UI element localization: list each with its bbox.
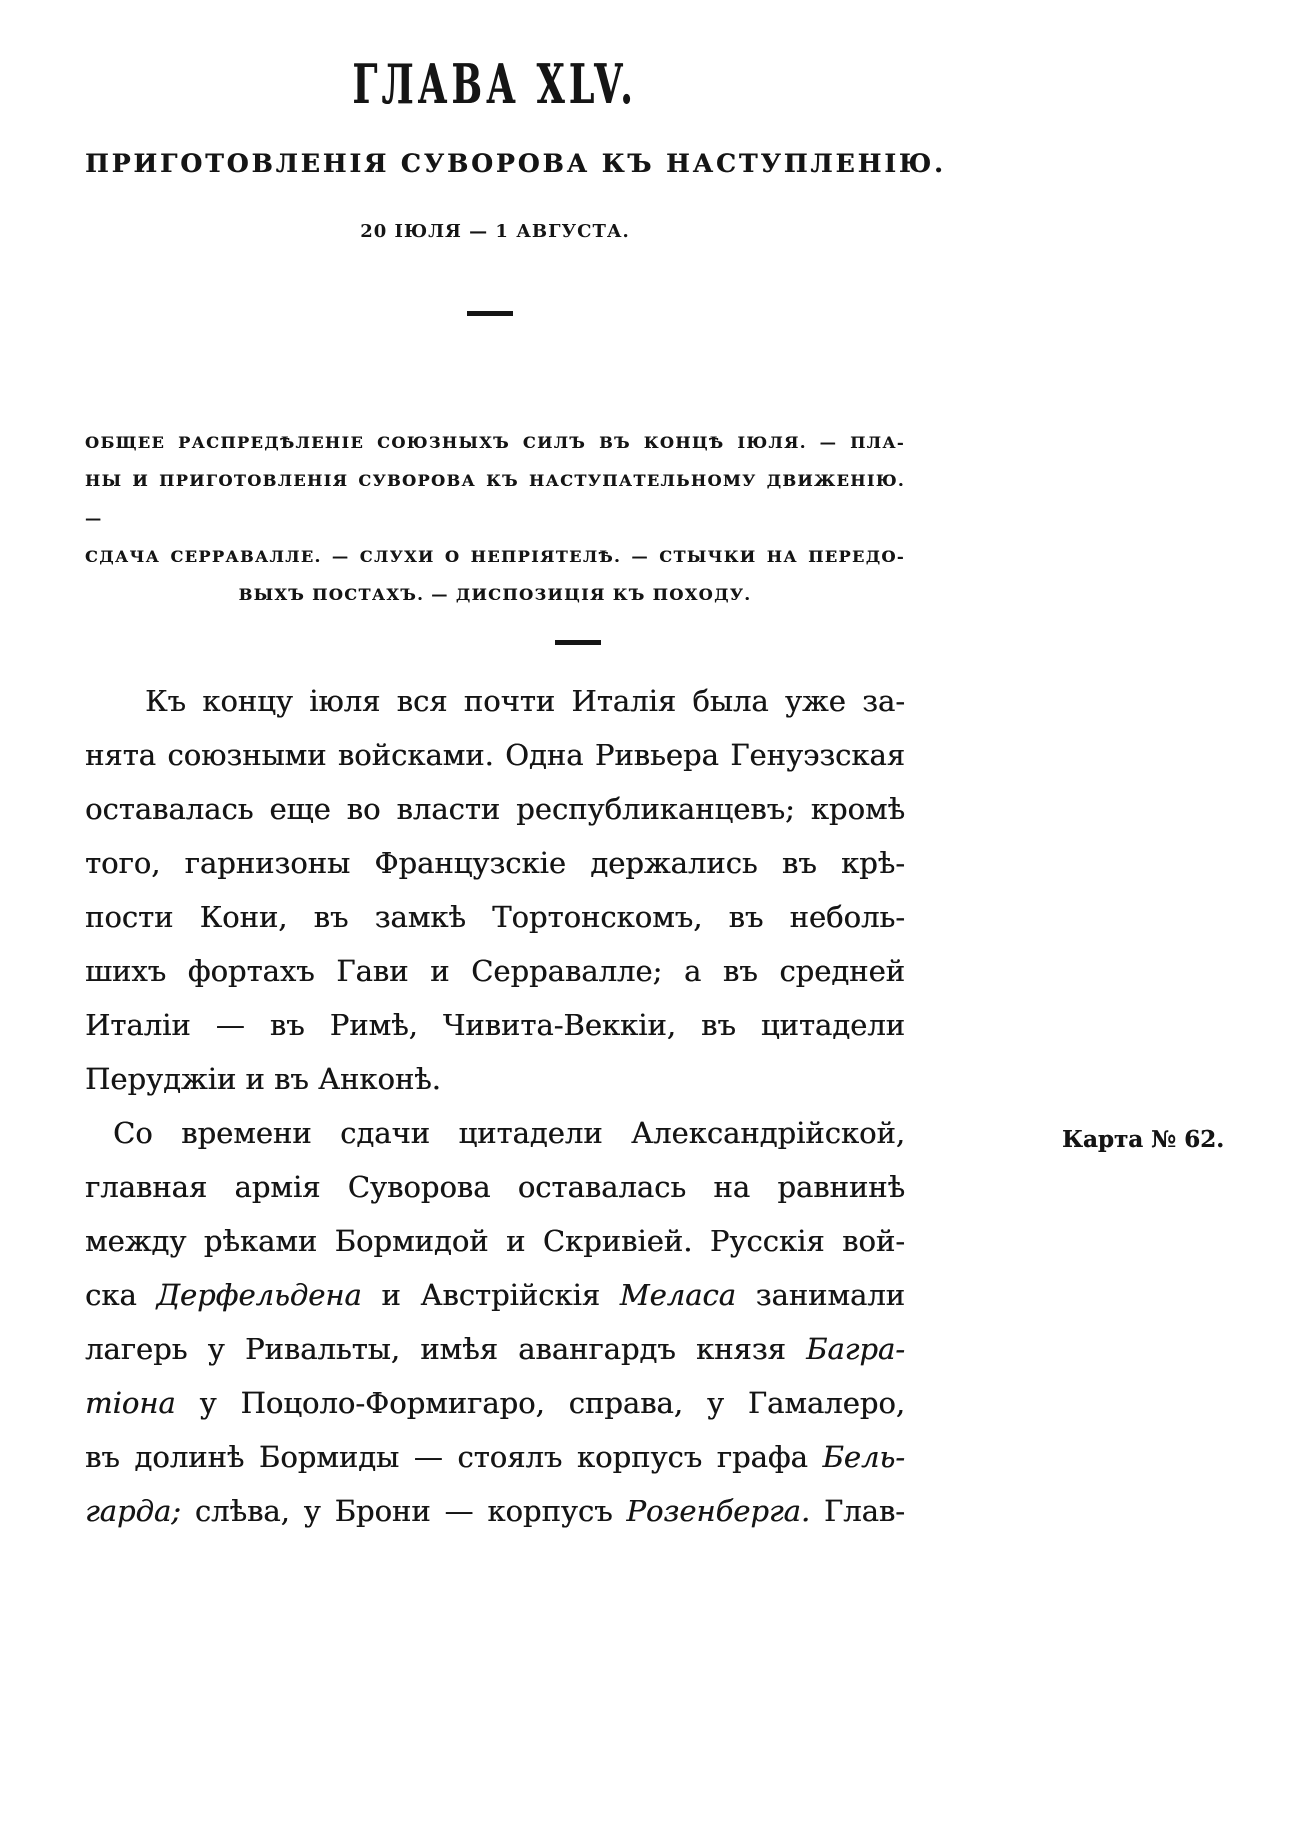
text-segment: въ долинѣ Бормиды — стоялъ корпусъ графа — [85, 1440, 823, 1474]
text-line — [85, 1376, 905, 1430]
text-line: нята союзными войсками. Одна Ривьера Генуэзская — [85, 738, 905, 772]
text-line: Италіи — въ Римѣ, Чивита-Веккіи, въ цитадели — [85, 1008, 905, 1042]
text-line — [85, 1430, 905, 1484]
text-line: оставалась еще во власти республиканцевъ; кромѣ — [85, 792, 905, 826]
text-line: шихъ фортахъ Гави и Серравалле; а въ средней — [85, 954, 905, 988]
text-segment: и Австрійскія — [361, 1278, 620, 1312]
text-segment: слѣва, у Брони — корпусъ — [180, 1494, 627, 1528]
name-bagration-italic: Багра- — [806, 1332, 905, 1366]
text-line — [85, 1484, 905, 1538]
text-line: главная армія Суворова оставалась на равнинѣ — [85, 1170, 905, 1204]
name-melas-italic: Меласа — [619, 1278, 736, 1312]
chapter-title-text: ГЛАВА XLV. — [352, 52, 638, 116]
summary-line: СДАЧА СЕРРАВАЛЛЕ. — СЛУХИ О НЕПРІЯТЕЛѢ. — СТЫЧКИ НА ПЕРЕДО- — [85, 547, 905, 566]
text-segment: Глав- — [810, 1494, 905, 1528]
section-divider — [555, 640, 601, 645]
text-line: Къ концу іюля вся почти Италія была уже за- — [145, 684, 905, 718]
chapter-title — [85, 52, 905, 116]
text-line: того, гарнизоны Французскіе держались въ крѣ- — [85, 846, 905, 880]
margin-note-map-reference: Карта № 62. — [1062, 1126, 1225, 1153]
chapter-subtitle: ПРИГОТОВЛЕНІЯ СУВОРОВА КЪ НАСТУПЛЕНІЮ. — [85, 149, 946, 178]
text-segment: ска — [85, 1278, 157, 1312]
text-line: Со времени сдачи цитадели Александрійской, — [113, 1116, 905, 1150]
text-line — [85, 1322, 905, 1376]
text-line: между рѣками Бормидой и Скривіей. Русскія вой- — [85, 1224, 905, 1258]
name-derfelden-italic: Дерфельдена — [156, 1278, 362, 1312]
text-line — [85, 1268, 905, 1322]
text-segment: лагерь у Ривальты, имѣя авангардъ князя — [85, 1332, 807, 1366]
text-line: Перуджіи и въ Анконѣ. — [85, 1062, 441, 1096]
summary-line: ОБЩЕЕ РАСПРЕДѢЛЕНІЕ СОЮЗНЫХЪ СИЛЪ ВЪ КОНЦѢ ІЮЛЯ. — ПЛА- — [85, 433, 905, 452]
text-segment: занимали — [735, 1278, 905, 1312]
name-bellegarde-italic: гарда; — [85, 1494, 181, 1528]
paragraph-1 — [85, 674, 905, 1106]
name-bellegarde-italic: Бель- — [822, 1440, 905, 1474]
name-rosenberg-italic: Розенберга. — [626, 1494, 811, 1528]
section-divider — [467, 311, 513, 316]
summary-line: НЫ И ПРИГОТОВЛЕНІЯ СУВОРОВА КЪ НАСТУПАТЕЛЬНОМУ ДВИЖЕНІЮ. — — [85, 471, 905, 528]
text-line: пости Кони, въ замкѣ Тортонскомъ, въ неболь- — [85, 900, 905, 934]
chapter-summary — [85, 424, 905, 614]
text-segment: у Поцоло-Формигаро, справа, у Гамалеро, — [175, 1386, 905, 1420]
chapter-date-range: 20 ІЮЛЯ — 1 АВГУСТА. — [360, 221, 630, 242]
name-bagration-italic: тіона — [85, 1386, 176, 1420]
summary-line: ВЫХЪ ПОСТАХЪ. — ДИСПОЗИЦІЯ КЪ ПОХОДУ. — [238, 585, 752, 604]
paragraph-2 — [85, 1106, 905, 1538]
